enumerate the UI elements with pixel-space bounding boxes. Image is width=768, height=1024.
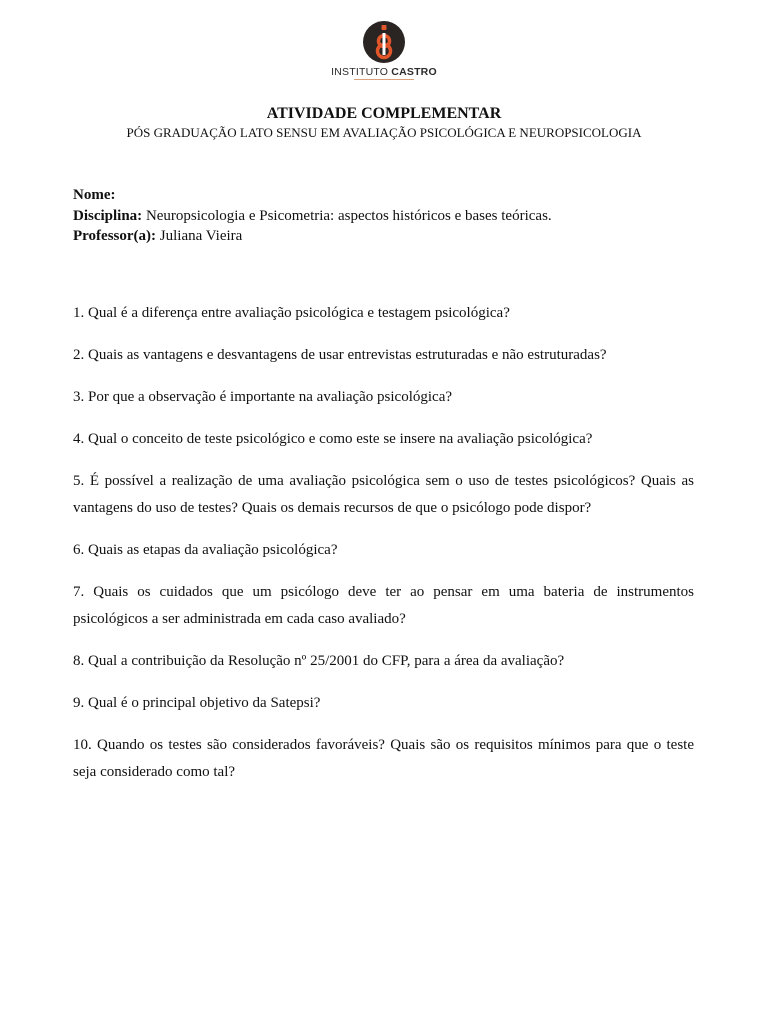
info-block [73, 185, 695, 247]
logo-underline [354, 79, 414, 83]
instituto-castro-logo-icon [362, 20, 406, 64]
logo [0, 20, 768, 83]
question-10: 10. Quando os testes são considerados favoráveis? Quais são os requisitos mínimos para que o teste seja considerado como tal? [73, 737, 694, 780]
discipline-label: Disciplina: [73, 207, 143, 224]
question-4: 4. Qual o conceito de teste psicológico e como este se insere na avaliação psicológica? [73, 431, 593, 447]
professor-value: Juliana Vieira [156, 228, 243, 244]
professor-label: Professor(a): [73, 228, 157, 244]
discipline-row [73, 206, 695, 227]
question-list [73, 300, 694, 801]
question-3: 3. Por que a observação é importante na avaliação psicológica? [73, 389, 453, 405]
name-row [73, 185, 695, 206]
question-9: 9. Qual é o principal objetivo da Satepsi? [73, 695, 321, 711]
professor-row [73, 226, 695, 247]
question-5: 5. É possível a realização de uma avaliação psicológica sem o uso de testes psicológicos? Quais as vantagens do uso de testes? Quais os demais recursos de que o psicólogo pode dispor? [73, 473, 694, 516]
question-7: 7. Quais os cuidados que um psicólogo deve ter ao pensar em uma bateria de instrumentos psicológicos a ser administrada em cada caso avaliado? [73, 584, 694, 627]
name-label: Nome: [73, 187, 116, 203]
question-8: 8. Qual a contribuição da Resolução nº 25/2001 do CFP, para a área da avaliação? [73, 653, 565, 669]
document-title-text: ATIVIDADE COMPLEMENTAR [266, 105, 502, 122]
question-2: 2. Quais as vantagens e desvantagens de usar entrevistas estruturadas e não estruturadas? [73, 347, 607, 363]
document-subtitle: PÓS GRADUAÇÃO LATO SENSU EM AVALIAÇÃO PSICOLÓGICA E NEUROPSICOLOGIA [126, 125, 642, 140]
logo-name [0, 66, 768, 78]
discipline-value: Neuropsicologia e Psicometria: aspectos históricos e bases teóricas. [142, 207, 552, 224]
question-6: 6. Quais as etapas da avaliação psicológica? [73, 542, 338, 558]
logo-name-part2: CASTRO [391, 66, 437, 78]
question-1: 1. Qual é a diferença entre avaliação psicológica e testagem psicológica? [73, 305, 510, 321]
document-title [0, 105, 726, 123]
logo-name-part1: INSTITUTO [331, 66, 389, 78]
